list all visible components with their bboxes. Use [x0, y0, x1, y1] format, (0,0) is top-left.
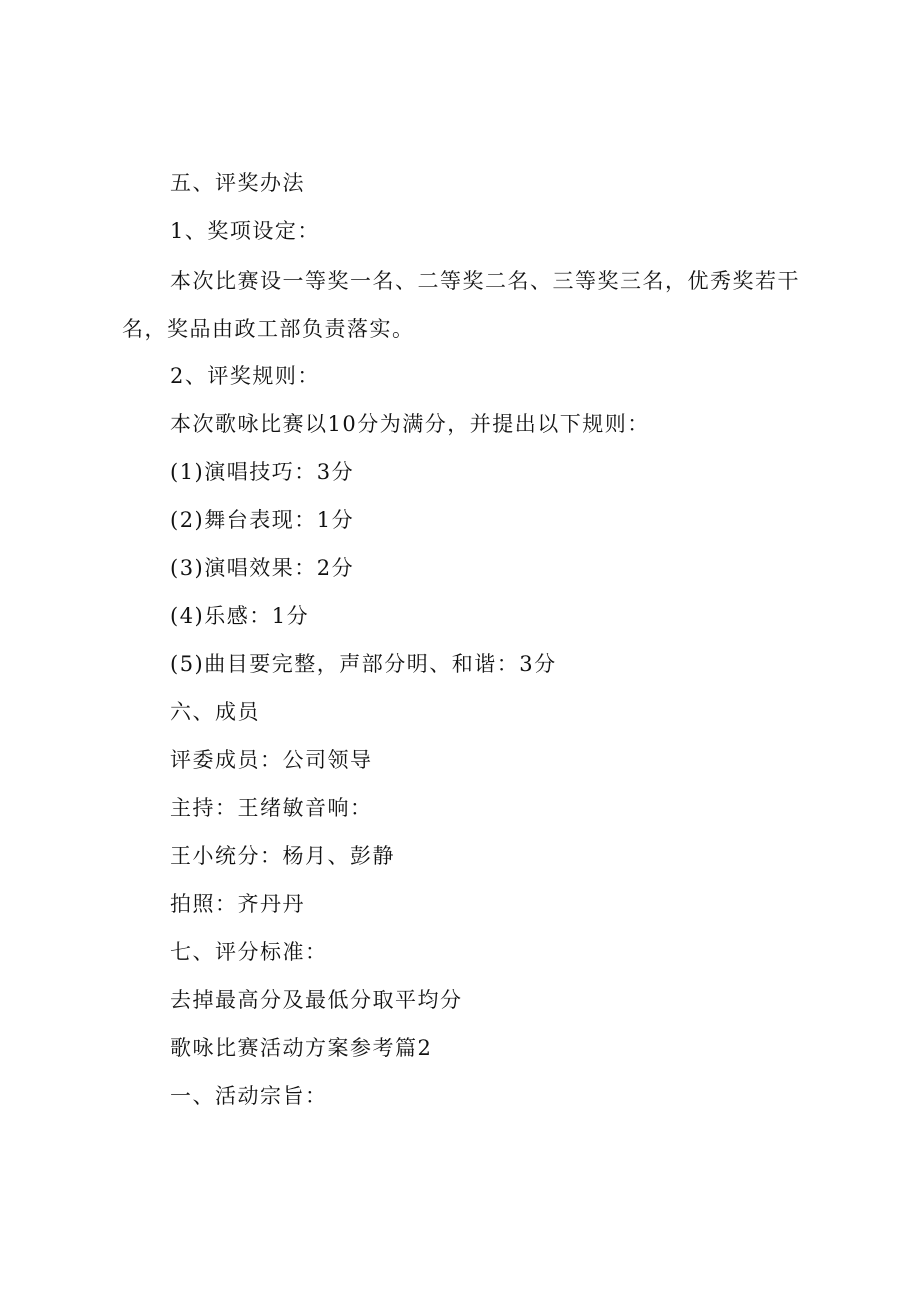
- section-heading-6: 六、成员: [170, 700, 260, 724]
- section-heading-7: 七、评分标准：: [170, 940, 328, 964]
- rule-item: (5)曲目要完整，声部分明、和谐：3分: [170, 652, 557, 676]
- rules-intro: 本次歌咏比赛以10分为满分，并提出以下规则：: [170, 412, 650, 436]
- rule-item: (4)乐感：1分: [170, 604, 310, 628]
- next-section-heading-1: 一、活动宗旨：: [170, 1084, 328, 1108]
- member-line: 评委成员：公司领导: [170, 748, 373, 772]
- rule-item: (1)演唱技巧：3分: [170, 460, 355, 484]
- member-line: 主持：王绪敏音响：: [170, 796, 373, 820]
- member-line: 王小统分：杨月、彭静: [170, 844, 395, 868]
- scoring-text: 去掉最高分及最低分取平均分: [170, 988, 463, 1012]
- rule-item: (2)舞台表现：1分: [170, 508, 355, 532]
- item-paragraph-1: 本次比赛设一等奖一名、二等奖二名、三等奖三名，优秀奖若干名，奖品由政工部负责落实。: [122, 269, 800, 341]
- member-line: 拍照：齐丹丹: [170, 892, 305, 916]
- rule-item: (3)演唱效果：2分: [170, 556, 355, 580]
- section-heading-5: 五、评奖办法: [170, 171, 305, 195]
- item-heading-2: 2、评奖规则：: [170, 364, 320, 388]
- item-heading-1: 1、奖项设定：: [170, 219, 320, 243]
- next-document-title: 歌咏比赛活动方案参考篇2: [170, 1036, 433, 1060]
